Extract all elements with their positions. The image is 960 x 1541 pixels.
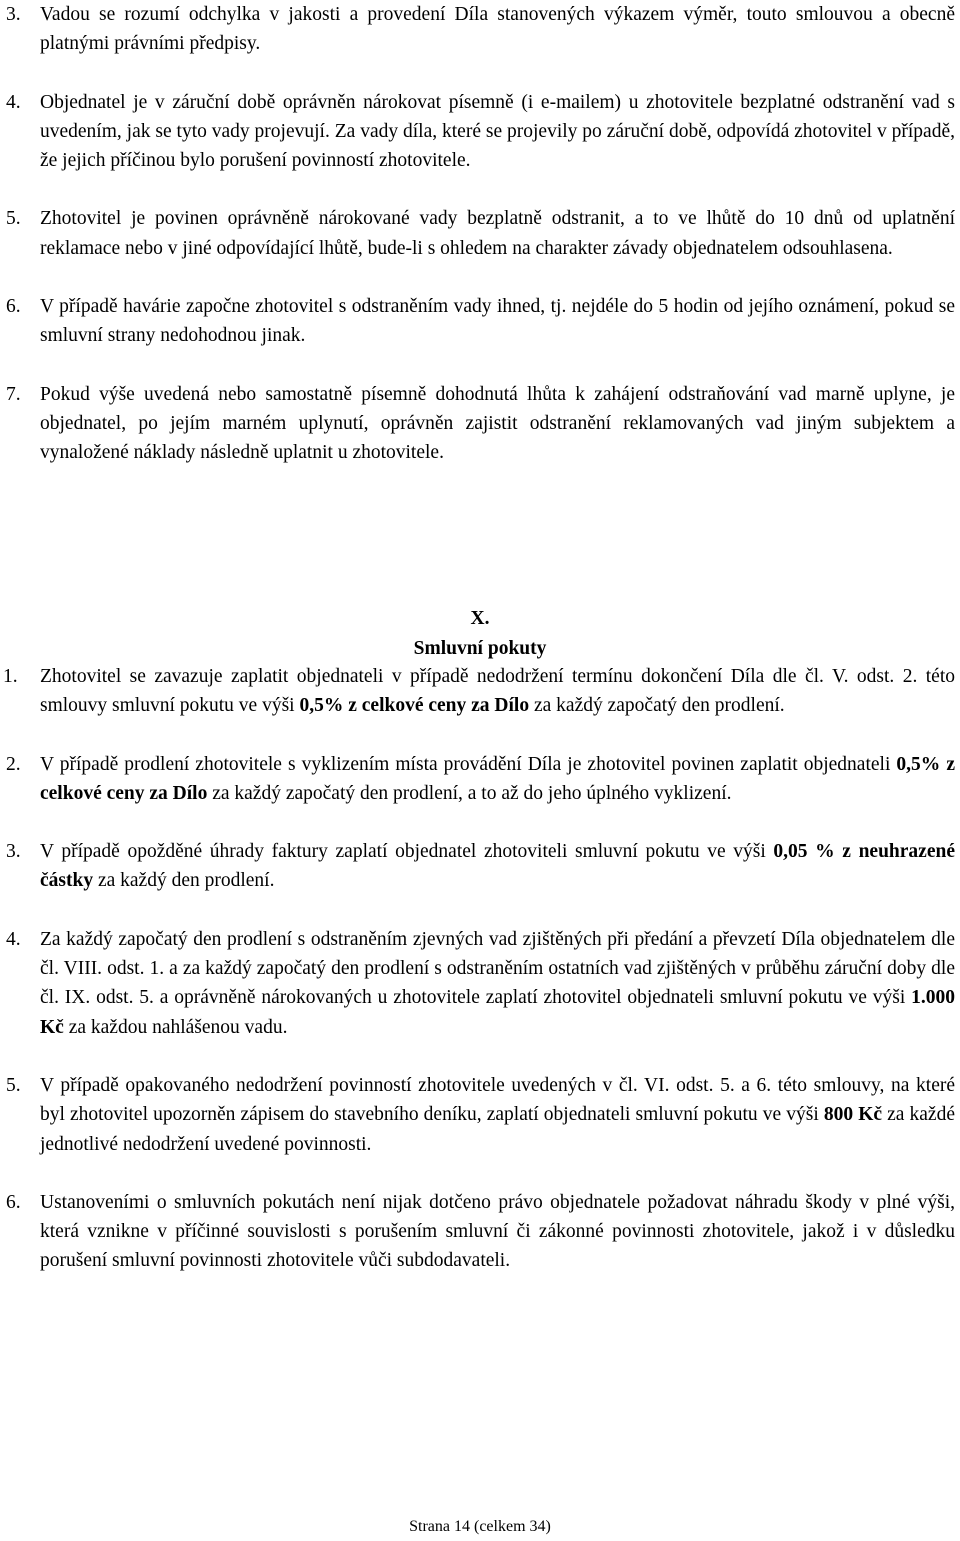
clause-number: 1. — [3, 666, 18, 687]
section-title: Smluvní pokuty — [413, 638, 547, 659]
penalty-clauses — [0, 662, 960, 1276]
clause-4 — [0, 88, 960, 176]
penalty-clause-3 — [0, 837, 960, 896]
clause-text: Vadou se rozumí odchylka v jakosti a provedení Díla stanovených výkazem výměr, touto smlouvou a obecně platnými právními předpisy. — [40, 4, 955, 55]
clause-number: 4. — [6, 91, 21, 113]
clause-bold-text: 0,5% z celkové ceny za Dílo — [40, 753, 955, 804]
clause-text: V případě opakovaného nedodržení povinností zhotovitele uvedených v čl. VI. odst. 5. a 6. této smlouvy, na které byl zhotovitel upozorněn zápisem do stavebního deníku, zaplatí objednateli smluvní pokutu ve výši — [40, 1074, 955, 1126]
warranty-clauses — [0, 0, 960, 468]
clause-number: 7. — [6, 383, 21, 405]
page-footer: Strana 14 (celkem 34) — [409, 1518, 551, 1535]
clause-number: 3. — [6, 841, 21, 863]
clause-5 — [0, 204, 960, 263]
clause-text: Objednatel je v záruční době oprávněn nárokovat písemně (i e-mailem) u zhotovitele bezplatné odstranění vad s uvedením, jak se tyto vady projevují. Za vady díla, které se projevily po záruční době, odpovídá zhotovitel v případě, že jejich příčinou bylo porušení povinností zhotovitele. — [40, 91, 955, 172]
clause-text-end: za každý den prodlení. — [93, 870, 275, 892]
clause-text-end: za každý započatý den prodlení. — [529, 695, 785, 717]
clause-text: V případě havárie započne zhotovitel s odstraněním vady ihned, tj. nejdéle do 5 hodin od jejího oznámení, pokud se smluvní strany nedohodnou jinak. — [40, 296, 955, 347]
clause-bold-text: 0,5% z celkové ceny za Dílo — [299, 695, 530, 717]
clause-text-end: za každé jednotlivé nedodržení uvedené povinnosti. — [40, 1104, 955, 1155]
clause-number: 6. — [6, 296, 21, 318]
clause-text: V případě opožděné úhrady faktury zaplatí objednatel zhotoviteli smluvní pokutu ve výši — [40, 841, 774, 863]
clause-number: 5. — [6, 208, 21, 230]
clause-3 — [0, 0, 960, 59]
clause-text: Zhotovitel je povinen oprávněně nárokované vady bezplatně odstranit, a to ve lhůtě do 10 dnů od uplatnění reklamace nebo v jiné odpovídající lhůtě, bude-li s ohledem na charakter závady objednatelem odsouhlasena. — [40, 208, 955, 259]
penalty-clause-4 — [0, 925, 960, 1042]
section-number: X. — [470, 608, 490, 629]
section-heading — [0, 604, 960, 664]
clause-7 — [0, 380, 960, 468]
penalty-clause-1 — [0, 662, 960, 721]
clause-6 — [0, 292, 960, 351]
clause-bold-text: 800 Kč — [823, 1104, 883, 1126]
clause-text-end: za každou nahlášenou vadu. — [63, 1016, 288, 1038]
clause-bold-text: 1.000 Kč — [40, 987, 955, 1038]
clause-text: Za každý započatý den prodlení s odstraněním zjevných vad zjištěných při předání a převzetí Díla objednatelem dle čl. VIII. odst. 1. a za každý započatý den prodlení s odstraněním ostatních vad zjištěných v průběhu záruční doby dle čl. IX. odst. 5. a oprávněně nárokovaných u zhotovitele zaplatí zhotovitel objednateli smluvní pokutu ve výši — [40, 928, 955, 1009]
clause-number: 2. — [6, 753, 21, 775]
penalty-clause-2 — [0, 750, 960, 809]
clause-text: Ustanoveními o smluvních pokutách není nijak dotčeno právo objednatele požadovat náhradu škody v plné výši, která vznikne v příčinné souvislosti s porušením smluvní či zákonné povinnosti zhotovitele, jakož i v důsledku porušení smluvní povinnosti zhotovitele vůči subdodavateli. — [40, 1191, 955, 1272]
clause-number: 6. — [6, 1191, 21, 1213]
clause-number: 5. — [6, 1074, 21, 1096]
clause-text-end: za každý započatý den prodlení, a to až do jeho úplného vyklizení. — [207, 782, 732, 804]
clause-number: 4. — [6, 928, 21, 950]
clause-text: V případě prodlení zhotovitele s vyklizením místa provádění Díla je zhotovitel povinen zaplatit objednateli — [40, 753, 897, 775]
clause-text: Pokud výše uvedená nebo samostatně písemně dohodnutá lhůta k zahájení odstraňování vad marně uplyne, je objednatel, po jejím marném uplynutí, oprávněn zajistit odstranění reklamovaných vad jiným subjektem a vynaložené náklady následně uplatnit u zhotovitele. — [40, 383, 955, 464]
clause-text: Zhotovitel se zavazuje zaplatit objednateli v případě nedodržení termínu dokončení Díla dle čl. V. odst. 2. této smlouvy smluvní pokutu ve výši — [40, 666, 955, 717]
clause-bold-text: 0,05 % z neuhrazené částky — [40, 841, 955, 892]
penalty-clause-6 — [0, 1188, 960, 1276]
penalty-clause-5 — [0, 1071, 960, 1159]
clause-number: 3. — [6, 4, 21, 25]
